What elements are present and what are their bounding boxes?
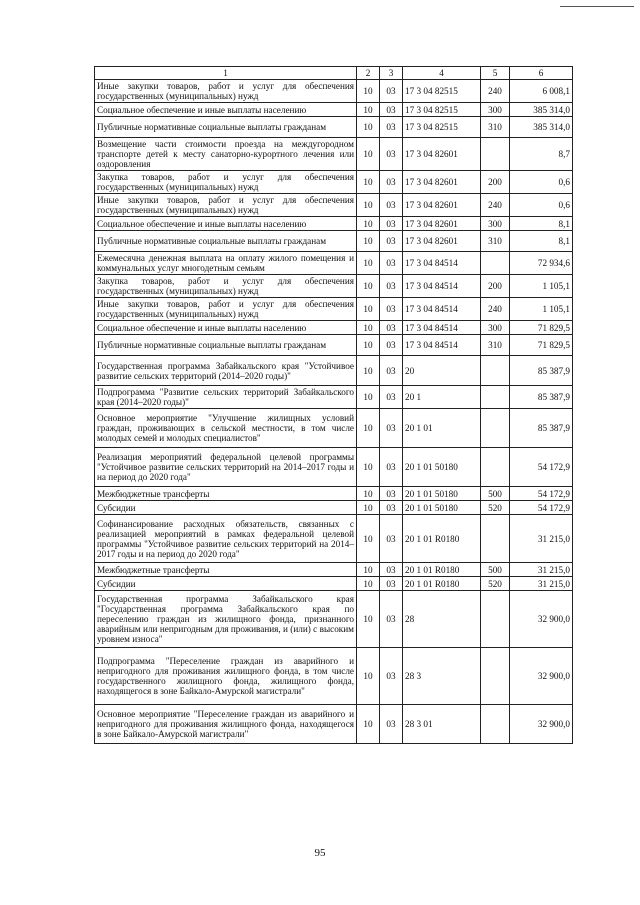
target-article-code: 17 3 04 82601 bbox=[403, 231, 481, 252]
target-article-code: 17 3 04 82601 bbox=[403, 217, 481, 231]
expense-type-code bbox=[481, 252, 510, 275]
subsection-code: 03 bbox=[380, 321, 403, 335]
amount-value: 54 172,9 bbox=[510, 487, 573, 501]
table-row bbox=[95, 335, 573, 356]
row-description: Закупка товаров, работ и услуг для обеспечения государственных (муниципальных) нужд bbox=[95, 171, 357, 194]
expense-type-code bbox=[481, 705, 510, 744]
subsection-code: 03 bbox=[380, 252, 403, 275]
subsection-code: 03 bbox=[380, 275, 403, 298]
target-article-code: 17 3 04 82601 bbox=[403, 171, 481, 194]
row-description: Публичные нормативные социальные выплаты гражданам bbox=[95, 231, 357, 252]
column-header: 2 bbox=[357, 67, 380, 80]
row-description: Субсидии bbox=[95, 501, 357, 515]
section-code: 10 bbox=[357, 563, 380, 577]
section-code: 10 bbox=[357, 231, 380, 252]
table-row bbox=[95, 386, 573, 409]
target-article-code: 28 3 bbox=[403, 648, 481, 705]
section-code: 10 bbox=[357, 705, 380, 744]
expense-type-code bbox=[481, 515, 510, 563]
row-description: Иные закупки товаров, работ и услуг для обеспечения государственных (муниципальных) нужд bbox=[95, 194, 357, 217]
expense-type-code: 520 bbox=[481, 577, 510, 591]
target-article-code: 20 1 01 50180 bbox=[403, 487, 481, 501]
expense-type-code: 240 bbox=[481, 194, 510, 217]
target-article-code: 20 1 bbox=[403, 386, 481, 409]
section-code: 10 bbox=[357, 501, 380, 515]
target-article-code: 20 1 01 R0180 bbox=[403, 515, 481, 563]
column-header: 5 bbox=[481, 67, 510, 80]
row-description: Основное мероприятие "Переселение граждан из аварийного и непригодного для проживания жилищного фонда, находящегося в зоне Байкало-Амурской магистрали" bbox=[95, 705, 357, 744]
amount-value: 32 900,0 bbox=[510, 648, 573, 705]
subsection-code: 03 bbox=[380, 648, 403, 705]
top-rule bbox=[560, 6, 634, 7]
row-description: Подпрограмма "Развитие сельских территорий Забайкальского края (2014–2020 годы)" bbox=[95, 386, 357, 409]
subsection-code: 03 bbox=[380, 217, 403, 231]
subsection-code: 03 bbox=[380, 515, 403, 563]
row-description: Публичные нормативные социальные выплаты гражданам bbox=[95, 117, 357, 138]
amount-value: 0,6 bbox=[510, 194, 573, 217]
section-code: 10 bbox=[357, 275, 380, 298]
expense-type-code: 200 bbox=[481, 275, 510, 298]
amount-value: 85 387,9 bbox=[510, 356, 573, 386]
section-code: 10 bbox=[357, 386, 380, 409]
section-code: 10 bbox=[357, 577, 380, 591]
amount-value: 31 215,0 bbox=[510, 577, 573, 591]
table-row bbox=[95, 217, 573, 231]
subsection-code: 03 bbox=[380, 409, 403, 448]
expense-type-code: 310 bbox=[481, 335, 510, 356]
subsection-code: 03 bbox=[380, 103, 403, 117]
column-header: 4 bbox=[403, 67, 481, 80]
expense-type-code bbox=[481, 356, 510, 386]
expense-type-code: 300 bbox=[481, 103, 510, 117]
expense-type-code: 300 bbox=[481, 321, 510, 335]
table-row bbox=[95, 80, 573, 103]
table-row bbox=[95, 356, 573, 386]
section-code: 10 bbox=[357, 356, 380, 386]
subsection-code: 03 bbox=[380, 335, 403, 356]
subsection-code: 03 bbox=[380, 117, 403, 138]
table-row bbox=[95, 577, 573, 591]
subsection-code: 03 bbox=[380, 705, 403, 744]
row-description: Межбюджетные трансферты bbox=[95, 487, 357, 501]
subsection-code: 03 bbox=[380, 577, 403, 591]
expense-type-code bbox=[481, 138, 510, 171]
target-article-code: 17 3 04 82515 bbox=[403, 117, 481, 138]
row-description: Публичные нормативные социальные выплаты гражданам bbox=[95, 335, 357, 356]
column-header: 6 bbox=[510, 67, 573, 80]
table-row bbox=[95, 138, 573, 171]
expense-type-code: 200 bbox=[481, 171, 510, 194]
amount-value: 6 008,1 bbox=[510, 80, 573, 103]
amount-value: 8,1 bbox=[510, 217, 573, 231]
subsection-code: 03 bbox=[380, 298, 403, 321]
section-code: 10 bbox=[357, 171, 380, 194]
table-row bbox=[95, 103, 573, 117]
target-article-code: 20 1 01 R0180 bbox=[403, 563, 481, 577]
section-code: 10 bbox=[357, 138, 380, 171]
table-row bbox=[95, 648, 573, 705]
section-code: 10 bbox=[357, 515, 380, 563]
expense-type-code: 240 bbox=[481, 298, 510, 321]
table-row bbox=[95, 409, 573, 448]
section-code: 10 bbox=[357, 103, 380, 117]
amount-value: 31 215,0 bbox=[510, 563, 573, 577]
target-article-code: 17 3 04 82601 bbox=[403, 138, 481, 171]
row-description: Основное мероприятие "Улучшение жилищных условий граждан, проживающих в сельской местности, в том числе молодых семей и молодых специалистов" bbox=[95, 409, 357, 448]
subsection-code: 03 bbox=[380, 231, 403, 252]
section-code: 10 bbox=[357, 321, 380, 335]
target-article-code: 20 1 01 50180 bbox=[403, 501, 481, 515]
amount-value: 8,1 bbox=[510, 231, 573, 252]
amount-value: 54 172,9 bbox=[510, 448, 573, 487]
table-row bbox=[95, 275, 573, 298]
row-description: Социальное обеспечение и иные выплаты населению bbox=[95, 321, 357, 335]
subsection-code: 03 bbox=[380, 487, 403, 501]
table-row bbox=[95, 231, 573, 252]
target-article-code: 17 3 04 82515 bbox=[403, 103, 481, 117]
row-description: Государственная программа Забайкальского края "Государственная программа Забайкальского края по переселению граждан из жилищного фонда, признанного аварийным или непригодным для проживания, и (или) с высоким уровнем износа" bbox=[95, 591, 357, 648]
expense-type-code bbox=[481, 448, 510, 487]
table-row bbox=[95, 591, 573, 648]
target-article-code: 17 3 04 84514 bbox=[403, 335, 481, 356]
subsection-code: 03 bbox=[380, 501, 403, 515]
subsection-code: 03 bbox=[380, 138, 403, 171]
expense-type-code: 500 bbox=[481, 487, 510, 501]
section-code: 10 bbox=[357, 648, 380, 705]
amount-value: 385 314,0 bbox=[510, 103, 573, 117]
amount-value: 54 172,9 bbox=[510, 501, 573, 515]
expense-type-code: 300 bbox=[481, 217, 510, 231]
row-description: Межбюджетные трансферты bbox=[95, 563, 357, 577]
section-code: 10 bbox=[357, 217, 380, 231]
section-code: 10 bbox=[357, 591, 380, 648]
section-code: 10 bbox=[357, 487, 380, 501]
expense-type-code bbox=[481, 648, 510, 705]
subsection-code: 03 bbox=[380, 356, 403, 386]
target-article-code: 20 1 01 50180 bbox=[403, 448, 481, 487]
table-row bbox=[95, 117, 573, 138]
row-description: Социальное обеспечение и иные выплаты населению bbox=[95, 103, 357, 117]
amount-value: 71 829,5 bbox=[510, 321, 573, 335]
amount-value: 0,6 bbox=[510, 171, 573, 194]
row-description: Возмещение части стоимости проезда на междугородном транспорте детей к месту санаторно-курортного лечения или оздоровления bbox=[95, 138, 357, 171]
row-description: Социальное обеспечение и иные выплаты населению bbox=[95, 217, 357, 231]
subsection-code: 03 bbox=[380, 80, 403, 103]
row-description: Ежемесячна денежная выплата на оплату жилого помещения и коммунальных услуг многодетным семьям bbox=[95, 252, 357, 275]
amount-value: 72 934,6 bbox=[510, 252, 573, 275]
subsection-code: 03 bbox=[380, 563, 403, 577]
column-header: 1 bbox=[95, 67, 357, 80]
target-article-code: 17 3 04 82601 bbox=[403, 194, 481, 217]
table-row bbox=[95, 487, 573, 501]
target-article-code: 17 3 04 84514 bbox=[403, 275, 481, 298]
row-description: Субсидии bbox=[95, 577, 357, 591]
target-article-code: 17 3 04 84514 bbox=[403, 252, 481, 275]
target-article-code: 28 3 01 bbox=[403, 705, 481, 744]
table-row bbox=[95, 252, 573, 275]
amount-value: 32 900,0 bbox=[510, 705, 573, 744]
column-header: 3 bbox=[380, 67, 403, 80]
expense-type-code: 500 bbox=[481, 563, 510, 577]
amount-value: 31 215,0 bbox=[510, 515, 573, 563]
table-row bbox=[95, 448, 573, 487]
row-description: Подпрограмма "Переселение граждан из аварийного и непригодного для проживания жилищного фонда, в том числе государственного жилищного фонда, жилищного фонда, находящегося в зоне Байкало-Амурской магистрали" bbox=[95, 648, 357, 705]
row-description: Иные закупки товаров, работ и услуг для обеспечения государственных (муниципальных) нужд bbox=[95, 80, 357, 103]
table-row bbox=[95, 705, 573, 744]
target-article-code: 20 bbox=[403, 356, 481, 386]
expense-type-code bbox=[481, 386, 510, 409]
amount-value: 1 105,1 bbox=[510, 298, 573, 321]
section-code: 10 bbox=[357, 117, 380, 138]
subsection-code: 03 bbox=[380, 194, 403, 217]
target-article-code: 17 3 04 84514 bbox=[403, 298, 481, 321]
budget-table bbox=[94, 66, 573, 744]
row-description: Реализация мероприятий федеральной целевой программы "Устойчивое развитие сельских территорий на 2014–2017 годы и на период до 2020 года" bbox=[95, 448, 357, 487]
page-number: 95 bbox=[314, 847, 326, 859]
target-article-code: 28 bbox=[403, 591, 481, 648]
row-description: Закупка товаров, работ и услуг для обеспечения государственных (муниципальных) нужд bbox=[95, 275, 357, 298]
amount-value: 385 314,0 bbox=[510, 117, 573, 138]
row-description: Государственная программа Забайкальского края "Устойчивое развитие сельских территорий (2014–2020 годы)" bbox=[95, 356, 357, 386]
section-code: 10 bbox=[357, 448, 380, 487]
row-description: Иные закупки товаров, работ и услуг для обеспечения государственных (муниципальных) нужд bbox=[95, 298, 357, 321]
expense-type-code bbox=[481, 591, 510, 648]
target-article-code: 20 1 01 R0180 bbox=[403, 577, 481, 591]
table-row bbox=[95, 194, 573, 217]
expense-type-code: 520 bbox=[481, 501, 510, 515]
section-code: 10 bbox=[357, 252, 380, 275]
expense-type-code: 240 bbox=[481, 80, 510, 103]
section-code: 10 bbox=[357, 298, 380, 321]
table-row bbox=[95, 298, 573, 321]
subsection-code: 03 bbox=[380, 448, 403, 487]
amount-value: 71 829,5 bbox=[510, 335, 573, 356]
amount-value: 1 105,1 bbox=[510, 275, 573, 298]
table-row bbox=[95, 515, 573, 563]
expense-type-code: 310 bbox=[481, 231, 510, 252]
subsection-code: 03 bbox=[380, 171, 403, 194]
target-article-code: 17 3 04 84514 bbox=[403, 321, 481, 335]
section-code: 10 bbox=[357, 409, 380, 448]
subsection-code: 03 bbox=[380, 591, 403, 648]
section-code: 10 bbox=[357, 335, 380, 356]
target-article-code: 17 3 04 82515 bbox=[403, 80, 481, 103]
expense-type-code: 310 bbox=[481, 117, 510, 138]
amount-value: 85 387,9 bbox=[510, 386, 573, 409]
section-code: 10 bbox=[357, 194, 380, 217]
subsection-code: 03 bbox=[380, 386, 403, 409]
amount-value: 32 900,0 bbox=[510, 591, 573, 648]
amount-value: 85 387,9 bbox=[510, 409, 573, 448]
table-row bbox=[95, 501, 573, 515]
table-body bbox=[95, 80, 573, 744]
table-row bbox=[95, 563, 573, 577]
header-row bbox=[95, 67, 573, 80]
row-description: Софинансирование расходных обязательств, связанных с реализацией мероприятий в рамках федеральной целевой программы "Устойчивое развитие сельских территорий на 2014–2017 годы и на период до 2020 года" bbox=[95, 515, 357, 563]
table-row bbox=[95, 171, 573, 194]
amount-value: 8,7 bbox=[510, 138, 573, 171]
section-code: 10 bbox=[357, 80, 380, 103]
table-row bbox=[95, 321, 573, 335]
target-article-code: 20 1 01 bbox=[403, 409, 481, 448]
expense-type-code bbox=[481, 409, 510, 448]
